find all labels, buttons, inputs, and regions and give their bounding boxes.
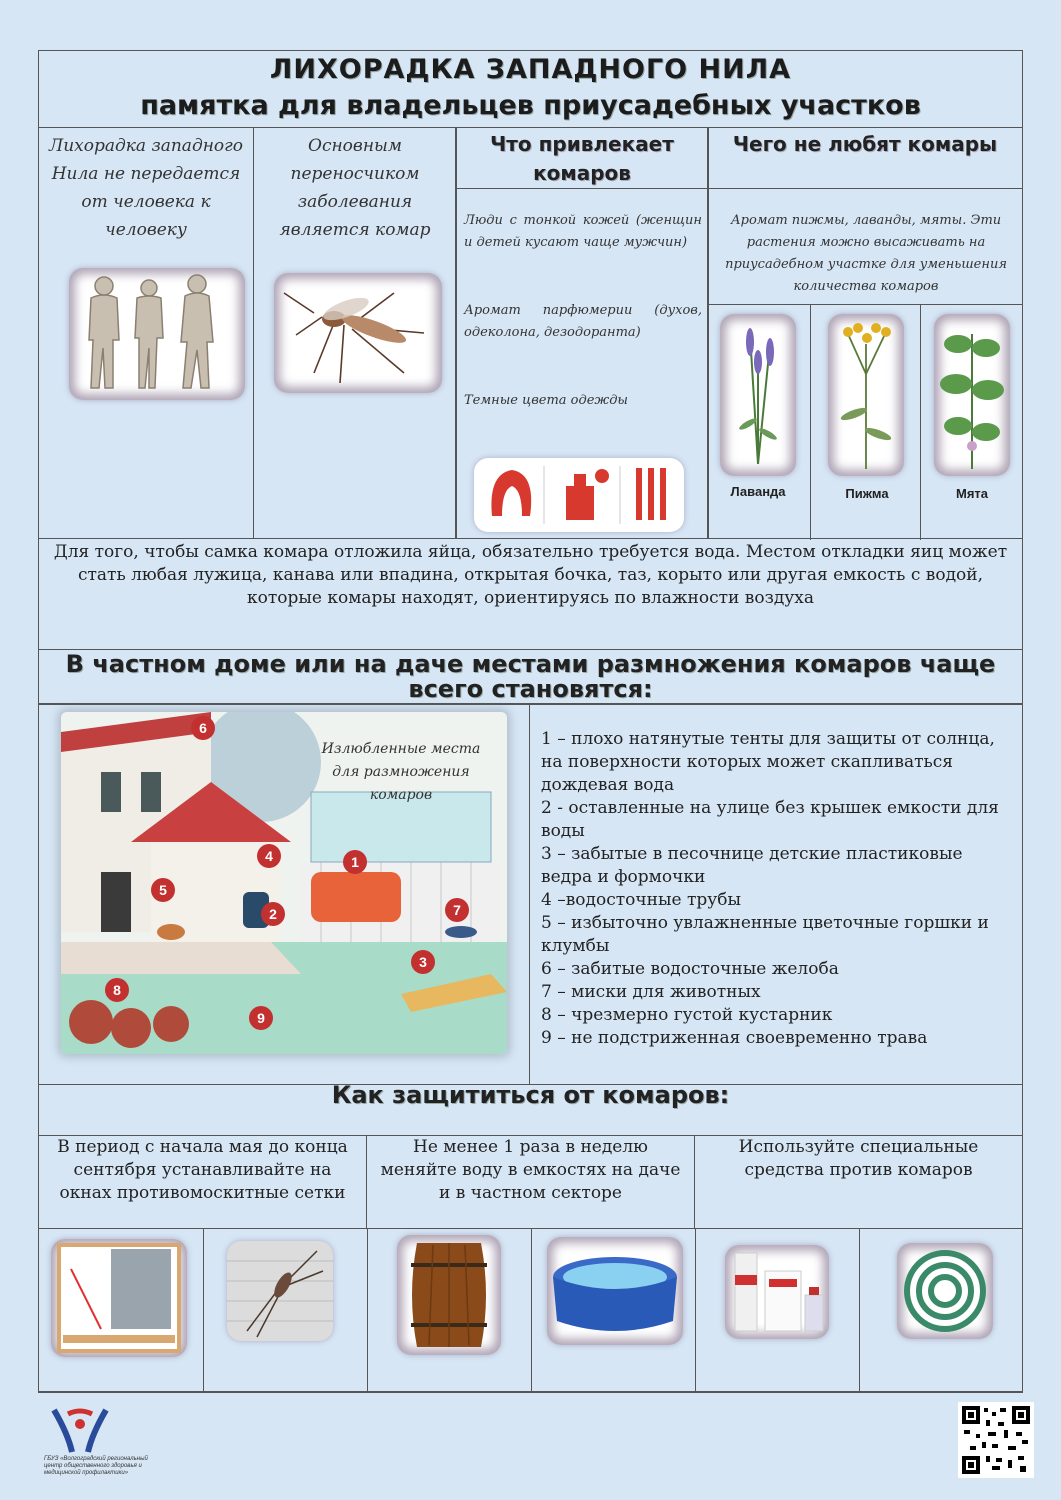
attractants-icons-image [474,458,684,532]
attracts-item-skin: Люди с тонкой кожей (женщин и детей кусают чаще мужчин) [464,213,702,250]
marker-8: 8 [105,978,129,1002]
carrier-text: Основным переносчиком заболевания является комар [279,136,431,240]
marker-2: 2 [261,902,285,926]
protection-title: Как защититься от комаров: [331,1081,730,1109]
not-transmitted-text: Лихорадка западного Нила не передается от человека к человеку [49,136,243,240]
list-item: 3 – забытые в песочнице детские пластиковые ведра и формочки [541,844,963,887]
tansy-image [828,314,904,476]
org-name: ГБУЗ «Волгоградский региональный центр общественного здоровья и медицинской профилактики» [44,1456,148,1476]
marker-6: 6 [191,716,215,740]
marker-9: 9 [249,1006,273,1030]
pool-image [547,1237,683,1345]
protection-images-row [38,1228,1023,1393]
attracts-item-perfume: Аромат парфюмерии (духов, одеколона, дезодоранта) [464,303,702,340]
col-not-transmitted [38,127,254,539]
attracts-title: Что привлекает комаров [490,132,674,185]
mosquito-on-net-image [227,1241,333,1341]
qr-code[interactable] [958,1402,1034,1478]
list-item: 6 – забитые водосточные желоба [541,959,839,979]
list-item: 2 - оставленные на улице без крышек емкости для воды [541,798,999,841]
col-repels [707,127,1023,539]
list-item: 4 –водосточные трубы [541,890,742,910]
tip-nets-text: В период с начала мая до конца сентября устанавливайте на окнах противомоскитные сетки [57,1137,348,1203]
plant-label-mint: Мята [955,486,988,501]
tip-repellents-text: Используйте специальные средства против комаров [738,1137,979,1180]
list-item: 5 – избыточно увлажненные цветочные горшки и клумбы [541,913,989,956]
protection-header-row [38,1081,1023,1136]
marker-1: 1 [343,850,367,874]
repellent-products-image [725,1245,829,1339]
illustration-caption: Излюбленные места для размножения комаров [321,741,481,803]
people-silhouettes-image [69,268,245,400]
breeding-row [38,703,1023,1085]
repels-text: Аромат пижмы, лаванды, мяты. Эти растения можно высаживать на приусадебном участке для уменьшения количества комаров [725,213,1007,294]
lavender-image [720,314,796,476]
marker-3: 3 [411,950,435,974]
tip-nets [38,1135,367,1229]
mosquito-coil-image [897,1243,993,1339]
yard-illustration [61,712,507,1054]
poster-frame [38,50,1023,1392]
org-logo [48,1404,112,1454]
tip-water [366,1135,695,1229]
breeding-list [541,728,1015,1050]
page-title: ЛИХОРАДКА ЗАПАДНОГО НИЛА [269,54,792,85]
attracts-item-dark-clothes: Темные цвета одежды [464,393,629,408]
list-item: 9 – не подстриженная своевременно трава [541,1028,928,1048]
marker-5: 5 [151,878,175,902]
water-note-text: Для того, чтобы самка комара отложила яйца, обязательно требуется вода. Местом откладки яиц может стать любая лужица, канава или впадина, открытая бочка, таз, корыто или другая емкость с водой, которые комары находят, ориентируясь по влажности воздуха [53,542,1008,608]
page-subtitle: памятка для владельцев приусадебных участков [140,90,921,121]
breeding-title: В частном доме или на даче местами размножения комаров чаще всего становятся: [65,650,996,703]
title-area [38,50,1023,128]
col-attracts [455,127,709,539]
list-item: 7 – миски для животных [541,982,761,1002]
plant-label-lavender: Лаванда [730,484,786,499]
breeding-header-row [38,649,1023,705]
list-item: 8 – чрезмерно густой кустарник [541,1005,833,1025]
repels-title: Чего не любят комары [732,132,998,156]
mint-image [934,314,1010,476]
col-carrier [253,127,457,539]
plant-label-tansy: Пижма [845,486,889,501]
barrel-image [397,1235,501,1355]
window-net-image [51,1239,187,1357]
tip-repellents [694,1135,1023,1229]
list-item: 1 – плохо натянутые тенты для защиты от солнца, на поверхности которых может скапливаться дождевая вода [541,729,995,795]
marker-7: 7 [445,898,469,922]
mosquito-image [274,273,442,393]
water-note-row [38,538,1023,650]
tip-water-text: Не менее 1 раза в неделю меняйте воду в емкостях на даче и в частном секторе [380,1137,681,1203]
marker-4: 4 [257,844,281,868]
